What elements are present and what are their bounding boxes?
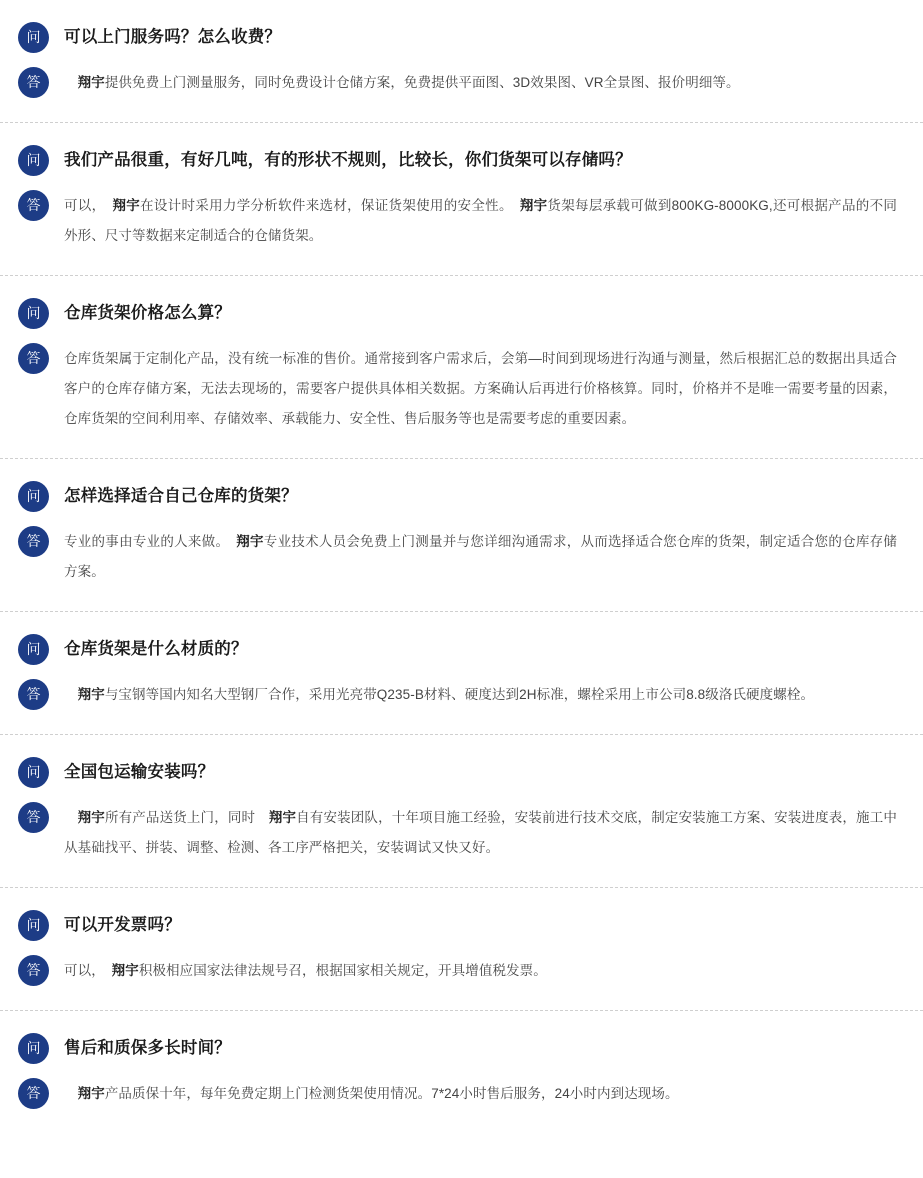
faq-answer-text: 翔宇产品质保十年，每年免费定期上门检测货架使用情况。7*24小时售后服务，24小时内到达现场。 [77,1086,679,1101]
faq-question-row[interactable] [18,757,897,788]
faq-question-text: 可以上门服务吗？怎么收费？ [64,28,282,46]
question-badge: 问 [18,757,49,788]
faq-answer-text: 翔宇所有产品送货上门，同时 翔宇自有安装团队，十年项目施工经验，安装前进行技术交底，制定安装施工方案、安装进度表，施工中从基础找平、拼装、调整、检测、各工序严格把关，安装调试又快又好。 [64,810,897,855]
faq-answer-row [18,955,897,986]
question-badge: 问 [18,145,49,176]
answer-badge: 答 [18,802,49,833]
answer-badge: 答 [18,679,49,710]
faq-question-row[interactable] [18,22,897,53]
faq-answer-row [18,679,897,710]
answer-badge: 答 [18,190,49,221]
faq-question-row[interactable] [18,1033,897,1064]
faq-item-4[interactable] [0,459,923,612]
faq-question-row[interactable] [18,145,897,176]
faq-question-row[interactable] [18,298,897,329]
answer-badge: 答 [18,955,49,986]
faq-item-6[interactable] [0,735,923,888]
faq-question-row[interactable] [18,910,897,941]
faq-answer-text: 翔宇提供免费上门测量服务，同时免费设计仓储方案，免费提供平面图、3D效果图、VR全景图、报价明细等。 [77,75,740,90]
question-badge: 问 [18,22,49,53]
faq-answer-text: 可以， 翔宇在设计时采用力学分析软件来选材，保证货架使用的安全性。 翔宇货架每层承载可做到800KG-8000KG,还可根据产品的不同外形、尺寸等数据来定制适合的仓储货架。 [64,198,897,243]
question-badge: 问 [18,481,49,512]
faq-question-text: 售后和质保多长时间？ [64,1039,231,1057]
faq-question-row[interactable] [18,481,897,512]
faq-question-text: 我们产品很重，有好几吨，有的形状不规则，比较长，你们货架可以存储吗？ [64,151,632,169]
question-badge: 问 [18,634,49,665]
faq-answer-text: 翔宇与宝钢等国内知名大型钢厂合作，采用光亮带Q235-B材料、硬度达到2H标准，螺栓采用上市公司8.8级洛氏硬度螺栓。 [77,687,815,702]
faq-item-3[interactable] [0,276,923,459]
faq-question-text: 怎样选择适合自己仓库的货架？ [64,487,298,505]
faq-question-text: 仓库货架价格怎么算？ [64,304,231,322]
faq-answer-row [18,67,897,98]
faq-answer-text: 可以， 翔宇积极相应国家法律法规号召，根据国家相关规定，开具增值税发票。 [64,963,547,978]
answer-badge: 答 [18,526,49,557]
faq-item-8[interactable] [0,1011,923,1133]
question-badge: 问 [18,1033,49,1064]
faq-item-5[interactable] [0,612,923,735]
faq-question-text: 可以开发票吗？ [64,916,181,934]
faq-item-7[interactable] [0,888,923,1011]
faq-answer-row [18,343,897,434]
faq-answer-text: 仓库货架属于定制化产品，没有统一标准的售价。通常接到客户需求后，会第—时间到现场进行沟通与测量，然后根据汇总的数据出具适合客户的仓库存储方案，无法去现场的，需要客户提供具体相关数据。方案确认后再进行价格核算。同时，价格并不是唯一需要考量的因素，仓库货架的空间利用率、存储效率、承载能力、安全性、售后服务等也是需要考虑的重要因素。 [64,351,897,426]
faq-answer-text: 专业的事由专业的人来做。 翔宇专业技术人员会免费上门测量并与您详细沟通需求，从而选择适合您仓库的货架，制定适合您的仓库存储方案。 [64,534,897,579]
faq-question-text: 仓库货架是什么材质的？ [64,640,248,658]
faq-answer-row [18,190,897,251]
faq-question-text: 全国包运输安装吗？ [64,763,215,781]
faq-answer-row [18,802,897,863]
answer-badge: 答 [18,343,49,374]
faq-answer-row [18,526,897,587]
faq-answer-row [18,1078,897,1109]
question-badge: 问 [18,910,49,941]
faq-question-row[interactable] [18,634,897,665]
faq-item-2[interactable] [0,123,923,276]
answer-badge: 答 [18,67,49,98]
question-badge: 问 [18,298,49,329]
faq-item-1[interactable] [0,0,923,123]
answer-badge: 答 [18,1078,49,1109]
